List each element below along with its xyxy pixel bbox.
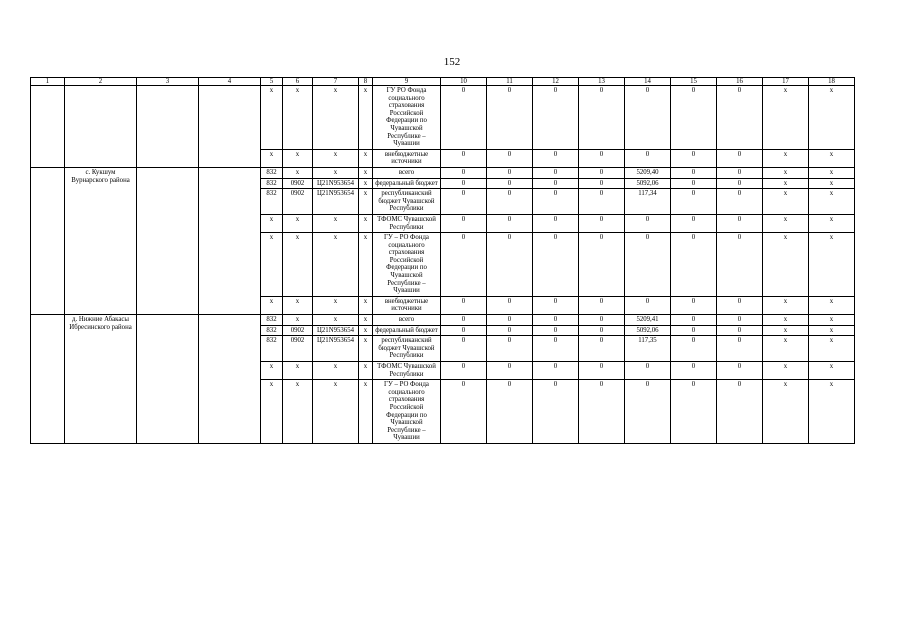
cell-col10: 0 (441, 214, 487, 232)
funding-source: республиканский бюджет Чувашской Республики (373, 189, 441, 215)
cell-col14: 5092,06 (625, 325, 671, 336)
cell-col6: x (283, 296, 313, 314)
cell-col15: 0 (671, 233, 717, 297)
funding-source: ГУ РО Фонда социального страхования Российской Федерации по Чувашской Республике – Чувашии (373, 86, 441, 150)
cell-col6: x (283, 315, 313, 326)
cell-col16: 0 (717, 380, 763, 444)
cell-col17: x (763, 149, 809, 167)
cell-col14: 0 (625, 380, 671, 444)
cell-col12: 0 (533, 315, 579, 326)
funding-source: всего (373, 315, 441, 326)
cell-col7: Ц21N953654 (313, 178, 359, 189)
cell-col14: 117,35 (625, 336, 671, 362)
cell-col14: 0 (625, 149, 671, 167)
cell-col18: x (809, 336, 855, 362)
cell-col18: x (809, 86, 855, 150)
cell-col6: 0902 (283, 325, 313, 336)
cell-col18: x (809, 315, 855, 326)
cell-col15: 0 (671, 86, 717, 150)
cell-col5: x (261, 214, 283, 232)
cell-col17: x (763, 315, 809, 326)
cell-col12: 0 (533, 149, 579, 167)
cell-col1 (31, 86, 65, 168)
cell-col17: x (763, 336, 809, 362)
cell-col13: 0 (579, 296, 625, 314)
cell-col8: x (359, 380, 373, 444)
cell-col10: 0 (441, 233, 487, 297)
column-number-8: 8 (359, 78, 373, 86)
cell-col18: x (809, 296, 855, 314)
cell-col5: 832 (261, 336, 283, 362)
column-number-15: 15 (671, 78, 717, 86)
cell-col13: 0 (579, 380, 625, 444)
cell-col7: x (313, 167, 359, 178)
cell-col14: 0 (625, 362, 671, 380)
cell-col15: 0 (671, 296, 717, 314)
cell-col6: x (283, 167, 313, 178)
cell-col10: 0 (441, 325, 487, 336)
cell-col16: 0 (717, 86, 763, 150)
cell-col12: 0 (533, 167, 579, 178)
funding-source: ГУ – РО Фонда социального страхования Российской Федерации по Чувашской Республике – Чувашии (373, 233, 441, 297)
cell-col5: 832 (261, 189, 283, 215)
cell-col12: 0 (533, 214, 579, 232)
cell-col7: x (313, 296, 359, 314)
cell-col3 (137, 167, 199, 314)
cell-col17: x (763, 296, 809, 314)
cell-col13: 0 (579, 315, 625, 326)
cell-col15: 0 (671, 178, 717, 189)
cell-col16: 0 (717, 315, 763, 326)
cell-col13: 0 (579, 178, 625, 189)
cell-col10: 0 (441, 149, 487, 167)
cell-col6: x (283, 380, 313, 444)
cell-col10: 0 (441, 362, 487, 380)
cell-col14: 5209,41 (625, 315, 671, 326)
cell-col14: 0 (625, 214, 671, 232)
cell-col1 (31, 315, 65, 444)
column-number-9: 9 (373, 78, 441, 86)
cell-col10: 0 (441, 296, 487, 314)
cell-col8: x (359, 149, 373, 167)
budget-table (30, 77, 855, 444)
cell-col5: 832 (261, 325, 283, 336)
cell-col13: 0 (579, 233, 625, 297)
cell-col8: x (359, 86, 373, 150)
cell-col7: x (313, 380, 359, 444)
settlement-name: с. Кукшум Вурнарского района (65, 167, 137, 314)
column-number-row (31, 78, 855, 86)
cell-col11: 0 (487, 380, 533, 444)
cell-col15: 0 (671, 149, 717, 167)
cell-col15: 0 (671, 315, 717, 326)
cell-col7: x (313, 86, 359, 150)
page-number: 152 (443, 56, 461, 68)
cell-col15: 0 (671, 189, 717, 215)
cell-col5: x (261, 362, 283, 380)
cell-col15: 0 (671, 380, 717, 444)
cell-col13: 0 (579, 336, 625, 362)
cell-col10: 0 (441, 189, 487, 215)
cell-col13: 0 (579, 167, 625, 178)
column-number-2: 2 (65, 78, 137, 86)
cell-col6: x (283, 149, 313, 167)
cell-col8: x (359, 325, 373, 336)
cell-col8: x (359, 189, 373, 215)
funding-source: ТФОМС Чувашской Республики (373, 214, 441, 232)
cell-col18: x (809, 167, 855, 178)
cell-col18: x (809, 362, 855, 380)
cell-col8: x (359, 315, 373, 326)
cell-col16: 0 (717, 233, 763, 297)
cell-col7: x (313, 315, 359, 326)
column-number-14: 14 (625, 78, 671, 86)
cell-col4 (199, 167, 261, 314)
cell-col8: x (359, 336, 373, 362)
cell-col1 (31, 167, 65, 314)
column-number-7: 7 (313, 78, 359, 86)
cell-col17: x (763, 214, 809, 232)
cell-col11: 0 (487, 214, 533, 232)
cell-col16: 0 (717, 189, 763, 215)
cell-col13: 0 (579, 325, 625, 336)
cell-col17: x (763, 86, 809, 150)
cell-col14: 5092,06 (625, 178, 671, 189)
cell-col17: x (763, 380, 809, 444)
funding-source: федеральный бюджет (373, 325, 441, 336)
funding-source: всего (373, 167, 441, 178)
cell-col15: 0 (671, 325, 717, 336)
cell-col16: 0 (717, 149, 763, 167)
cell-col14: 117,34 (625, 189, 671, 215)
cell-col5: x (261, 86, 283, 150)
cell-col12: 0 (533, 336, 579, 362)
column-number-16: 16 (717, 78, 763, 86)
cell-col17: x (763, 178, 809, 189)
cell-col7: x (313, 233, 359, 297)
cell-col18: x (809, 325, 855, 336)
cell-col11: 0 (487, 325, 533, 336)
column-number-1: 1 (31, 78, 65, 86)
cell-col11: 0 (487, 296, 533, 314)
cell-col15: 0 (671, 362, 717, 380)
cell-col16: 0 (717, 325, 763, 336)
cell-col6: x (283, 233, 313, 297)
cell-col5: x (261, 380, 283, 444)
cell-col18: x (809, 214, 855, 232)
cell-col3 (137, 86, 199, 168)
cell-col14: 0 (625, 86, 671, 150)
cell-col16: 0 (717, 336, 763, 362)
column-number-6: 6 (283, 78, 313, 86)
cell-col7: x (313, 149, 359, 167)
cell-col13: 0 (579, 86, 625, 150)
table-row (31, 86, 855, 150)
cell-col17: x (763, 167, 809, 178)
cell-col7: Ц21N953654 (313, 189, 359, 215)
cell-col16: 0 (717, 178, 763, 189)
cell-col11: 0 (487, 315, 533, 326)
cell-col16: 0 (717, 362, 763, 380)
cell-col10: 0 (441, 336, 487, 362)
funding-source: ТФОМС Чувашской Республики (373, 362, 441, 380)
cell-col14: 0 (625, 296, 671, 314)
cell-col5: x (261, 296, 283, 314)
cell-col12: 0 (533, 380, 579, 444)
table-row (31, 315, 855, 326)
cell-col5: x (261, 233, 283, 297)
cell-col6: x (283, 86, 313, 150)
column-number-18: 18 (809, 78, 855, 86)
column-number-3: 3 (137, 78, 199, 86)
column-number-12: 12 (533, 78, 579, 86)
cell-col10: 0 (441, 167, 487, 178)
funding-source: внебюджетные источники (373, 296, 441, 314)
cell-col8: x (359, 214, 373, 232)
cell-col11: 0 (487, 178, 533, 189)
cell-col11: 0 (487, 167, 533, 178)
cell-col15: 0 (671, 336, 717, 362)
cell-col6: 0902 (283, 336, 313, 362)
column-number-5: 5 (261, 78, 283, 86)
table-row (31, 167, 855, 178)
cell-col16: 0 (717, 167, 763, 178)
cell-col5: x (261, 149, 283, 167)
cell-col18: x (809, 189, 855, 215)
cell-col12: 0 (533, 362, 579, 380)
cell-col14: 5209,40 (625, 167, 671, 178)
cell-col5: 832 (261, 178, 283, 189)
funding-source: ГУ – РО Фонда социального страхования Российской Федерации по Чувашской Республике – Чувашии (373, 380, 441, 444)
cell-col12: 0 (533, 233, 579, 297)
cell-col15: 0 (671, 214, 717, 232)
cell-col18: x (809, 149, 855, 167)
funding-source: внебюджетные источники (373, 149, 441, 167)
cell-col10: 0 (441, 380, 487, 444)
cell-col17: x (763, 362, 809, 380)
cell-col12: 0 (533, 178, 579, 189)
cell-col13: 0 (579, 189, 625, 215)
cell-col5: 832 (261, 315, 283, 326)
cell-col4 (199, 315, 261, 444)
cell-col6: x (283, 362, 313, 380)
column-number-10: 10 (441, 78, 487, 86)
cell-col6: 0902 (283, 178, 313, 189)
cell-col16: 0 (717, 214, 763, 232)
cell-col11: 0 (487, 336, 533, 362)
cell-col13: 0 (579, 214, 625, 232)
settlement-name: д. Нижние Абакасы Ибресинского района (65, 315, 137, 444)
cell-col10: 0 (441, 315, 487, 326)
cell-col7: Ц21N953654 (313, 336, 359, 362)
cell-col13: 0 (579, 149, 625, 167)
cell-col8: x (359, 296, 373, 314)
cell-col8: x (359, 167, 373, 178)
funding-source: федеральный бюджет (373, 178, 441, 189)
cell-col18: x (809, 178, 855, 189)
cell-col8: x (359, 233, 373, 297)
cell-col11: 0 (487, 233, 533, 297)
cell-col17: x (763, 325, 809, 336)
cell-col12: 0 (533, 325, 579, 336)
cell-col17: x (763, 189, 809, 215)
cell-col17: x (763, 233, 809, 297)
cell-col12: 0 (533, 86, 579, 150)
cell-col7: x (313, 214, 359, 232)
column-number-13: 13 (579, 78, 625, 86)
cell-col15: 0 (671, 167, 717, 178)
column-number-11: 11 (487, 78, 533, 86)
cell-col3 (137, 315, 199, 444)
cell-col16: 0 (717, 296, 763, 314)
cell-col14: 0 (625, 233, 671, 297)
column-number-4: 4 (199, 78, 261, 86)
cell-col6: 0902 (283, 189, 313, 215)
cell-col11: 0 (487, 189, 533, 215)
column-number-17: 17 (763, 78, 809, 86)
cell-col18: x (809, 380, 855, 444)
cell-col12: 0 (533, 296, 579, 314)
cell-col8: x (359, 362, 373, 380)
cell-col7: Ц21N953654 (313, 325, 359, 336)
cell-col18: x (809, 233, 855, 297)
settlement-name (65, 86, 137, 168)
cell-col10: 0 (441, 178, 487, 189)
cell-col8: x (359, 178, 373, 189)
cell-col4 (199, 86, 261, 168)
funding-source: республиканский бюджет Чувашской Республики (373, 336, 441, 362)
cell-col13: 0 (579, 362, 625, 380)
cell-col7: x (313, 362, 359, 380)
cell-col11: 0 (487, 86, 533, 150)
cell-col5: 832 (261, 167, 283, 178)
cell-col12: 0 (533, 189, 579, 215)
cell-col10: 0 (441, 86, 487, 150)
cell-col11: 0 (487, 362, 533, 380)
cell-col11: 0 (487, 149, 533, 167)
cell-col6: x (283, 214, 313, 232)
